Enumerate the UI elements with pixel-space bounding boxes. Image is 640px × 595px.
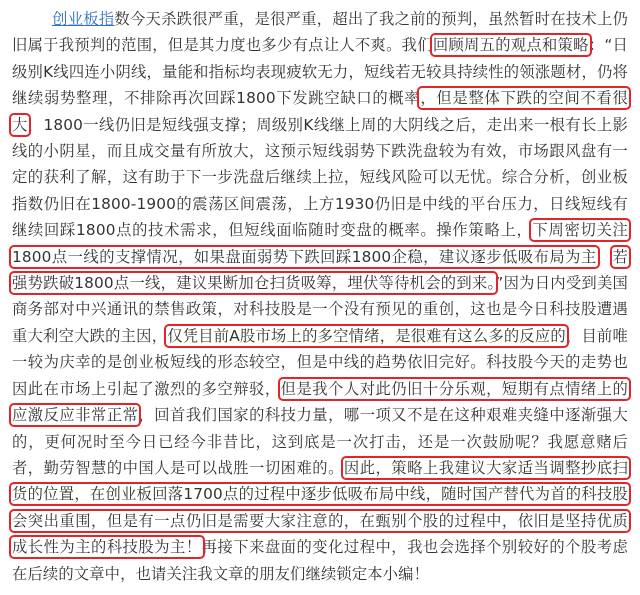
highlighted-phrase-sentiment: 仅凭目前A股市场上的多空情绪，是很难有这么多的反应的: [167, 326, 566, 345]
highlighted-phrase-optimistic: 但是我个人对此仍旧十分乐观，短期有点情绪上的应激反应非常正常: [12, 379, 628, 425]
text-segment-1: 数今天杀跌很严重，是很严重，超出了我之前的预判，虽然暂时在技术上仍旧属于我预判的范围，但是其力度也多少有点让人不爽。我们: [12, 10, 628, 55]
highlighted-phrase-downside-limited: ，但是整体下跌的空间不看很大: [12, 89, 629, 134]
highlighted-phrase-review: 回顾周五的观点和策略: [432, 36, 589, 55]
chinext-index-link[interactable]: 创业板指: [52, 10, 115, 28]
highlighted-phrase-strategy: 因此，策略上我建议大家适当调整抄底扫货的位置，在创业板回落1700点的过程中逐步低吸布局中线，随时国产替代为首的科技股会突出重围，但是有一点仍旧是需要大家注意的，在甄别个股的过程中，依旧是坚持优质成长性为主的科技股为主！: [12, 458, 629, 557]
text-segment-4: ，: [596, 247, 613, 266]
text-segment-8: 再接下来盘面的变化过程中，我也会选择个别较好的个股考虑在后续的文章中，也请关注我文章的朋友们继续锁定本小编！: [12, 538, 628, 583]
text-segment-3: ，1800一线仍旧是短线强支撑；周级别K线继上周的大阴线之后，走出来一根有长上影线的小阴星，而且成交量有所放大，这预示短线弱势下跌洗盘较为有效，市场跟风盘有一定的获利了解，这有助于下一步洗盘后继续上拉，短线风险可以无忧。综合分析，创业板指数仍旧在1800-1900的震荡区间震荡，上方1930仍旧是中线的平台压力，日线短线有继续回踩1800点的技术需求，但短线面临随时变盘的概率。操作策略上，: [12, 115, 628, 240]
text-segment-7: ，回首我们国家的科技力量，哪一项又不是在这种艰难夹缝中逐渐强大的，更何况时至今日已经今非昔比，这到底是一次打击，还是一次鼓励呢？我愿意赌后者，勤劳智慧的中国人是可以战胜一切困难的。: [12, 406, 628, 477]
text-segment-5: ”因为日内受到美国商务部对中兴通讯的禁售政策，对科技股是一个没有预见的重创，这也是今日科技股遭遇重大利空大跌的主因，: [12, 274, 629, 345]
text-segment-6: ，目前唯一较为庆幸的是创业板短线的形态较空，但是中线的趋势依旧完好。科技股今天的走势也因此在市场上引起了激烈的多空辩驳，: [12, 326, 628, 398]
highlighted-phrase-break-below: 若强势跌破1800点一线，建议果断加仓扫货吸筹，埋伏等待机会的到来。: [12, 247, 628, 293]
text-segment-2: ：“日级别K线四连小阴线，量能和指标均表现疲软无力，短线若无较具持续性的领涨题材，仍将继续弱势整理，不排除再次回踩1800下发跳空缺口的概率: [12, 36, 628, 108]
highlighted-phrase-watch-support: 下周密切关注1800点一线的支撑情况，如果盘面弱势下跌回踩1800企稳，建议逐步低吸布局为主: [12, 221, 628, 266]
